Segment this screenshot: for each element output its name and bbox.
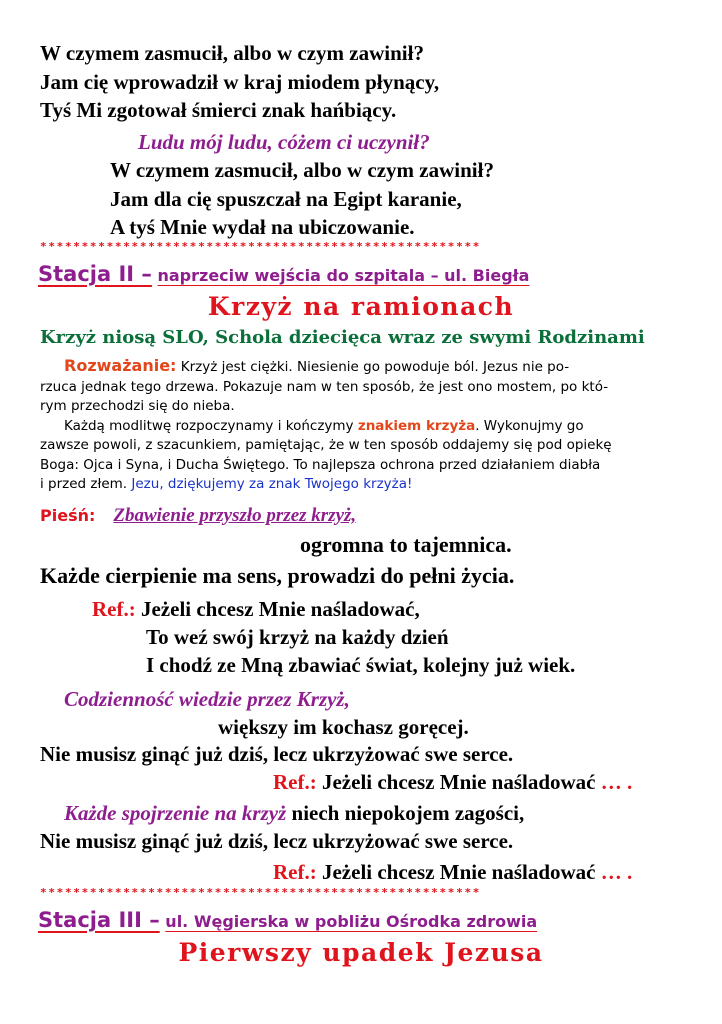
reflection-line-2: rzuca jednak tego drzewa. Pokazuje nam w ten sposób, że jest ono mostem, po któ- (40, 378, 609, 395)
paragraph2-cont: . Wykonujmy go (475, 417, 584, 434)
separator-1: ***************************************************** (40, 240, 482, 253)
song-line-1: ogromna to tajemnica. (300, 532, 512, 557)
ref-line-2: To weź swój krzyż na każdy dzień (146, 625, 449, 649)
station-2-title: Krzyż na ramionach (207, 292, 515, 321)
ref-short-1 (273, 769, 632, 795)
ref-short-text-2: Jeżeli chcesz Mnie naśladować (321, 860, 596, 884)
refrain-intro: Ludu mój ludu, cóżem ci uczynił? (138, 130, 430, 154)
refrain-line-1: W czymem zasmucił, albo w czym zawinił? (110, 158, 494, 182)
intro-line-3: Tyś Mi zgotował śmierci znak hańbiący. (40, 98, 397, 122)
paragraph2-line-2: Boga: Ojca i Syna, i Ducha Świętego. To najlepsza ochrona przed działaniem diabła (40, 456, 601, 473)
song-heading (40, 505, 356, 527)
ref-short-2 (273, 859, 632, 885)
verse3-line-1 (64, 800, 524, 826)
station-3-number: Stacja III – (38, 908, 160, 932)
ref-line-1 (92, 596, 420, 622)
ref-short-label-2: Ref.: (273, 860, 317, 884)
ref-short-ellipsis-2: … . (600, 860, 633, 884)
paragraph2-start: Każdą modlitwę rozpoczynamy i kończymy (64, 417, 354, 434)
reflection-paragraph (40, 356, 680, 495)
ref-short-ellipsis: … . (600, 770, 633, 794)
verse3-line-2: Nie musisz ginąć już dziś, lecz ukrzyżować swe serce. (40, 829, 514, 853)
station-2-number: Stacja II – (38, 262, 152, 286)
paragraph2-last: i przed złem. (40, 476, 128, 492)
song-title: Zbawienie przyszło przez krzyż, (113, 505, 357, 526)
intro-line-2: Jam cię wprowadził w kraj miodem płynący, (40, 70, 440, 94)
refrain-line-3: A tyś Mnie wydał na ubiczowanie. (110, 215, 415, 239)
verse2-title: Codzienność wiedzie przez Krzyż, (64, 687, 350, 711)
reflection-label: Rozważanie: (64, 356, 177, 375)
paragraph2-highlight: znakiem krzyża (357, 417, 476, 434)
verse3-title: Każde spojrzenie na krzyż (64, 801, 287, 825)
song-label: Pieśń: (40, 506, 96, 525)
refrain-line-2: Jam dla cię spuszczał na Egipt karanie, (110, 187, 462, 211)
station-2-carriers: Krzyż niosą SLO, Schola dziecięca wraz ze swymi Rodzinami (40, 327, 645, 348)
intro-line-1: W czymem zasmucił, albo w czym zawinił? (40, 41, 424, 65)
paragraph2-line-1: zawsze powoli, z szacunkiem, pamiętając, że w ten sposób oddajemy się pod opiekę (40, 437, 612, 453)
reflection-line-3: rym przechodzi się do nieba. (40, 398, 235, 414)
station-3-location: ul. Węgierska w pobliżu Ośrodka zdrowia (165, 912, 538, 931)
verse2-line-1: większy im kochasz goręcej. (218, 715, 469, 739)
thanks-line: Jezu, dziękujemy za znak Twojego krzyża! (131, 476, 413, 492)
separator-2: ***************************************************** (40, 886, 482, 899)
ref-label: Ref.: (92, 597, 136, 621)
station-3-heading (38, 908, 537, 932)
ref-short-text: Jeżeli chcesz Mnie naśladować (321, 770, 596, 794)
station-2-heading (38, 262, 529, 286)
song-line-2: Każde cierpienie ma sens, prowadzi do pełni życia. (40, 563, 515, 588)
verse3-rest: niech niepokojem zagości, (291, 801, 525, 825)
station-3-title: Pierwszy upadek Jezusa (178, 938, 544, 967)
ref-short-label: Ref.: (273, 770, 317, 794)
ref-text-1: Jeżeli chcesz Mnie naśladować, (140, 597, 420, 621)
verse2-line-2: Nie musisz ginąć już dziś, lecz ukrzyżować swe serce. (40, 742, 514, 766)
reflection-line-1: Krzyż jest ciężki. Niesienie go powoduje ból. Jezus nie po- (180, 359, 570, 375)
ref-line-3: I chodź ze Mną zbawiać świat, kolejny już wiek. (146, 653, 576, 677)
station-2-location: naprzeciw wejścia do szpitala – ul. Biegła (157, 266, 530, 285)
